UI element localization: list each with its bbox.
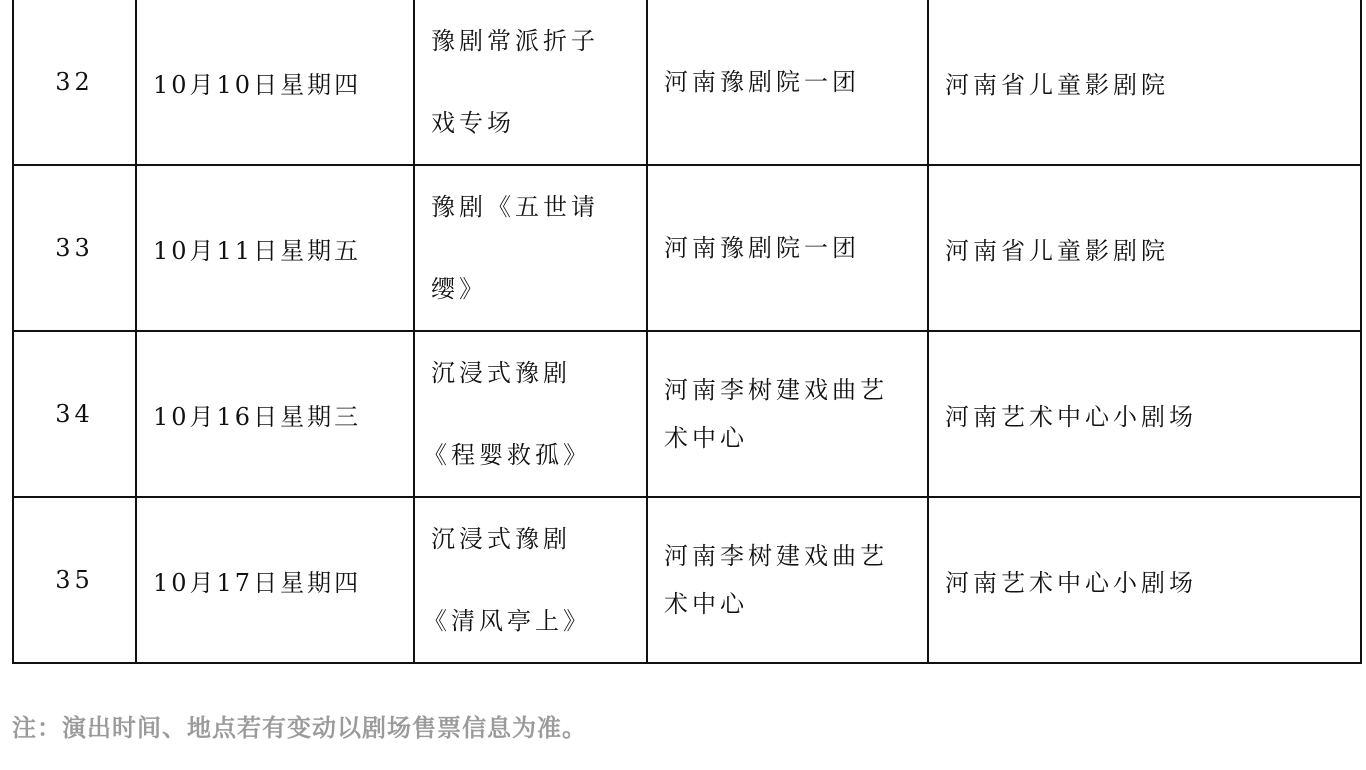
- table-row: [13, 165, 1361, 331]
- performing-troupe: [647, 0, 928, 165]
- performance-schedule-table: [12, 0, 1362, 664]
- performing-troupe: [647, 331, 928, 497]
- footnote: 注：演出时间、地点若有变动以剧场售票信息为准。: [12, 714, 587, 742]
- title-line: 豫剧《五世请: [431, 193, 599, 221]
- title-line: 《清风亭上》: [423, 607, 591, 635]
- troupe-line: 河南豫剧院一团: [664, 68, 860, 96]
- table-row: [13, 497, 1361, 663]
- row-number: 35: [13, 497, 136, 663]
- performance-date: 10月17日星期四: [136, 497, 414, 663]
- troupe-line: 术中心: [664, 424, 748, 452]
- performance-title: [414, 0, 647, 165]
- row-number: 32: [13, 0, 136, 165]
- table-row: [13, 0, 1361, 165]
- performing-troupe: [647, 497, 928, 663]
- performance-date: 10月11日星期五: [136, 165, 414, 331]
- venue: 河南艺术中心小剧场: [928, 497, 1361, 663]
- performance-date: 10月16日星期三: [136, 331, 414, 497]
- table-row: [13, 331, 1361, 497]
- troupe-line: 术中心: [664, 590, 748, 618]
- venue: 河南艺术中心小剧场: [928, 331, 1361, 497]
- row-number: 34: [13, 331, 136, 497]
- performing-troupe: [647, 165, 928, 331]
- title-line: 缨》: [431, 275, 487, 303]
- troupe-line: 河南李树建戏曲艺: [664, 542, 888, 570]
- title-line: 豫剧常派折子: [431, 27, 599, 55]
- performance-date: 10月10日星期四: [136, 0, 414, 165]
- venue: 河南省儿童影剧院: [928, 0, 1361, 165]
- troupe-line: 河南豫剧院一团: [664, 234, 860, 262]
- title-line: 沉浸式豫剧: [431, 359, 571, 387]
- title-line: 戏专场: [431, 109, 515, 137]
- title-line: 《程婴救孤》: [423, 441, 591, 469]
- row-number: 33: [13, 165, 136, 331]
- performance-title: [414, 497, 647, 663]
- troupe-line: 河南李树建戏曲艺: [664, 376, 888, 404]
- performance-title: [414, 331, 647, 497]
- venue: 河南省儿童影剧院: [928, 165, 1361, 331]
- title-line: 沉浸式豫剧: [431, 525, 571, 553]
- performance-title: [414, 165, 647, 331]
